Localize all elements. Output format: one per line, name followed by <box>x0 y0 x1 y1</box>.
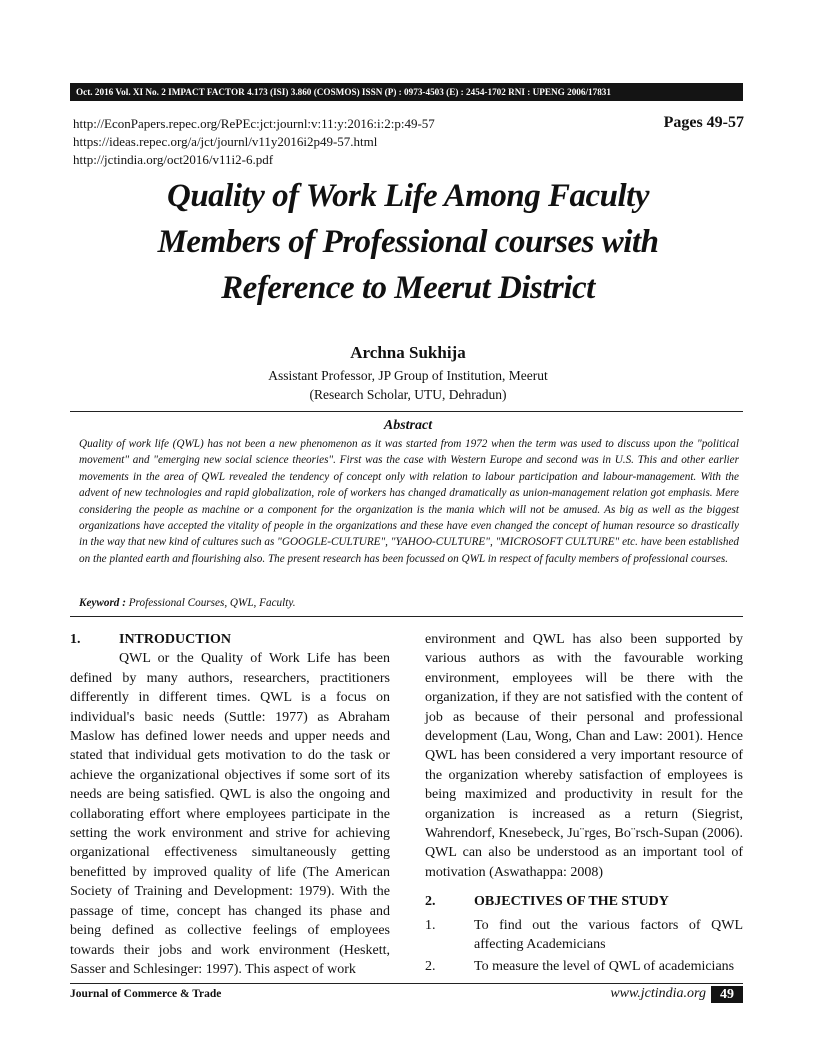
title-line-2: Members of Professional courses with <box>157 224 659 260</box>
objectives-list <box>425 916 743 976</box>
keywords <box>79 597 296 609</box>
list-item <box>425 957 743 976</box>
section-2-heading <box>425 892 743 911</box>
section-1-number: 1. <box>70 632 81 647</box>
right-column <box>425 630 743 976</box>
objective-text: To find out the various factors of QWL affecting Academicians <box>474 917 743 953</box>
url-econpapers: http://EconPapers.repec.org/RePEc:jct:journl:v:11:y:2016:i:2:p:49-57 <box>73 116 435 131</box>
title-line-3: Reference to Meerut District <box>221 270 595 306</box>
affiliation-line-1: Assistant Professor, JP Group of Institution, Meerut <box>268 368 548 383</box>
page-range: Pages 49-57 <box>663 114 744 131</box>
section-1-heading <box>70 630 390 649</box>
section-2-title: OBJECTIVES OF THE STUDY <box>474 894 669 910</box>
journal-website: www.jctindia.org <box>610 986 706 1001</box>
objective-number: 2. <box>425 958 436 974</box>
abstract-bottom-rule <box>70 616 743 617</box>
author-affiliation <box>70 366 746 404</box>
url-pdf: http://jctindia.org/oct2016/v11i2-6.pdf <box>73 152 274 167</box>
journal-info-bar: Oct. 2016 Vol. XI No. 2 IMPACT FACTOR 4.173 (ISI) 3.860 (COSMOS) ISSN (P) : 0973-4503 (E) : 2454-1702 RNI : UPENG 2006/17831 <box>70 83 743 101</box>
list-item <box>425 916 743 955</box>
abstract-top-rule <box>70 411 743 412</box>
introduction-paragraph: QWL or the Quality of Work Life has been defined by many authors, researchers, practitioners differently in different times. QWL is a focus on individual's basic needs (Suttle: 1977) as Abraham Maslow has defined lower needs and upper needs and stated that individual gets motivation to do the task or achieve the organizational objectives if some sort of its needs are being satisfied. QWL is also the ongoing and collaborating effort where employees participate in the setting the work environment and strive for achieving organizational effectiveness simultaneously getting benefitted by improved quality of life (The American Society of Training and Development: 1979). With the passage of time, concept has changed its phase and being defined as collective feelings of employees towards their jobs and work environment (Heskett, Sasser and Schlesinger: 1997). This aspect of work <box>70 651 390 977</box>
section-2-number: 2. <box>425 894 436 910</box>
author-name: Archna Sukhija <box>350 343 466 362</box>
section-1-title: INTRODUCTION <box>119 632 232 647</box>
abstract-heading: Abstract <box>383 418 433 433</box>
left-column <box>70 630 390 979</box>
page-number: 49 <box>711 986 743 1003</box>
journal-name: Journal of Commerce & Trade <box>70 988 222 1000</box>
objective-text: To measure the level of QWL of academicians <box>474 958 735 974</box>
source-urls <box>73 115 435 169</box>
url-ideas: https://ideas.repec.org/a/jct/journl/v11y2016i2p49-57.html <box>73 134 378 149</box>
abstract-text: Quality of work life (QWL) has not been a new phenomenon as it was started from 1972 when the term was used to discuss upon the "political movement" and "emerging new social science theories". First was the case with Western Europe and second was in U.S. This and other earlier movements in the area of QWL revealed the tendency of concept only with relation to labour participation and labour-management. With the advent of new technologies and rapid globalization, role of workers has changed dramatically as union-management relation got emphasis. Mere considering the people as machine or a component for the organization is the mania which will not be amused. As big as well as the biggest organizations have accepted the vitality of people in the organizations and these have even changed the concept of human resource so drastically in the way that new kind of cultures such as "GOOGLE-CULTURE", "YAHOO-CULTURE", "MICROSOFT CULTURE" etc. have been established on the planted earth and flourishing also. The present research has been focussed on QWL in respect of faculty members of professional courses. <box>79 438 739 565</box>
affiliation-line-2: (Research Scholar, UTU, Dehradun) <box>309 387 507 402</box>
footer-rule <box>70 983 743 984</box>
keyword-label: Keyword : <box>79 597 126 609</box>
introduction-paragraph-continued: environment and QWL has also been supported by various authors as with the favourable working environment, employees will be there with the organization, if they are not satisfied with the content of job as because of their personal and professional development (Lau, Wong, Chan and Law: 2001). Hence QWL has been considered a very important resource of the organization whereby satisfaction of employees is being maximized and productivity in result for the organization is increased as a return (Siegrist, Wahrendorf, Knesebeck, Ju¨rges, Bo¨rsch-Supan (2006). QWL can also be understood as an important tool of motivation (Aswathappa: 2008) <box>425 632 743 880</box>
keyword-list: Professional Courses, QWL, Faculty. <box>125 597 296 609</box>
objective-number: 1. <box>425 917 436 933</box>
title-line-1: Quality of Work Life Among Faculty <box>167 178 649 214</box>
paper-title <box>70 173 746 311</box>
